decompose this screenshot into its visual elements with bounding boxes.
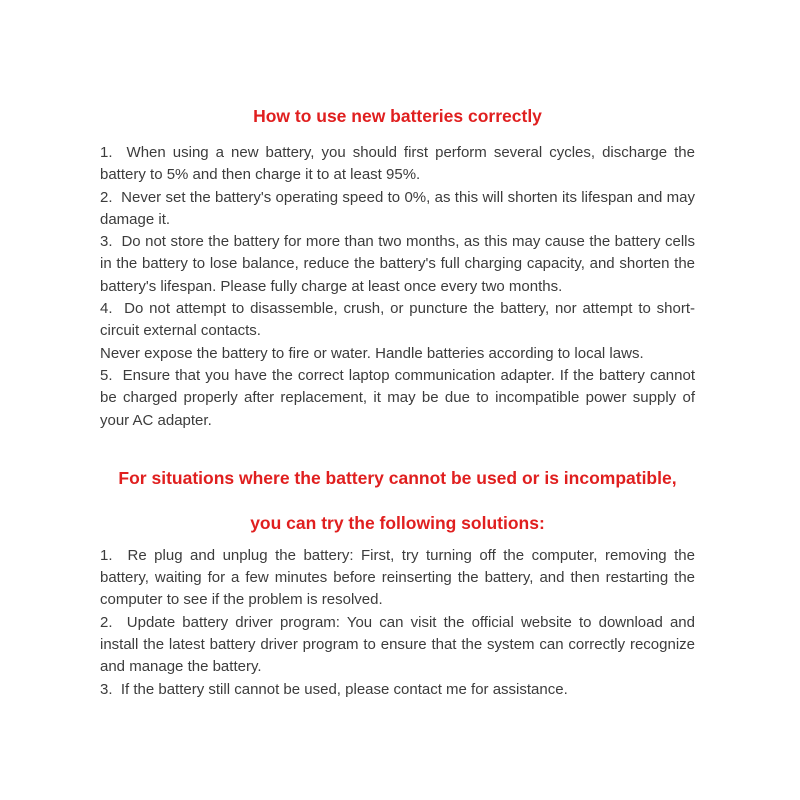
section2-body <box>100 545 695 701</box>
instruction-item-5: 5. Ensure that you have the correct laptop communication adapter. If the battery cannot be charged properly after replacement, it may be due to incompatible power supply of your AC adapter. <box>100 366 695 429</box>
section2-heading-line1: For situations where the battery cannot be used or is incompatible, <box>118 467 677 488</box>
solution-item-1: 1. Re plug and unplug the battery: First, try turning off the computer, removing the battery, waiting for a few minutes before reinserting the battery, and then restarting the computer to see if the problem is resolved. <box>100 546 695 609</box>
instruction-item-3: 3. Do not store the battery for more than two months, as this may cause the battery cells in the battery to lose balance, reduce the battery's full charging capacity, and shorten the battery's lifespan. Please fully charge at least once every two months. <box>100 233 695 295</box>
section1-heading: How to use new batteries correctly <box>253 106 542 126</box>
solution-item-2: 2. Update battery driver program: You can visit the official website to download and install the latest battery driver program to ensure that the system can correctly recognize and manage the battery. <box>100 613 695 676</box>
instruction-note: Never expose the battery to fire or water. Handle batteries according to local laws. <box>100 344 644 362</box>
instruction-item-2: 2. Never set the battery's operating speed to 0%, as this will shorten its lifespan and may damage it. <box>100 188 695 228</box>
instruction-item-4: 4. Do not attempt to disassemble, crush, or puncture the battery, nor attempt to short-circuit external contacts. <box>100 300 695 340</box>
section1-body <box>100 142 695 432</box>
instruction-item-1: 1. When using a new battery, you should first perform several cycles, discharge the battery to 5% and then charge it to at least 95%. <box>100 144 695 184</box>
document-content <box>100 0 695 701</box>
section2-heading-line2: you can try the following solutions: <box>250 512 545 533</box>
solution-item-3: 3. If the battery still cannot be used, please contact me for assistance. <box>100 680 568 698</box>
